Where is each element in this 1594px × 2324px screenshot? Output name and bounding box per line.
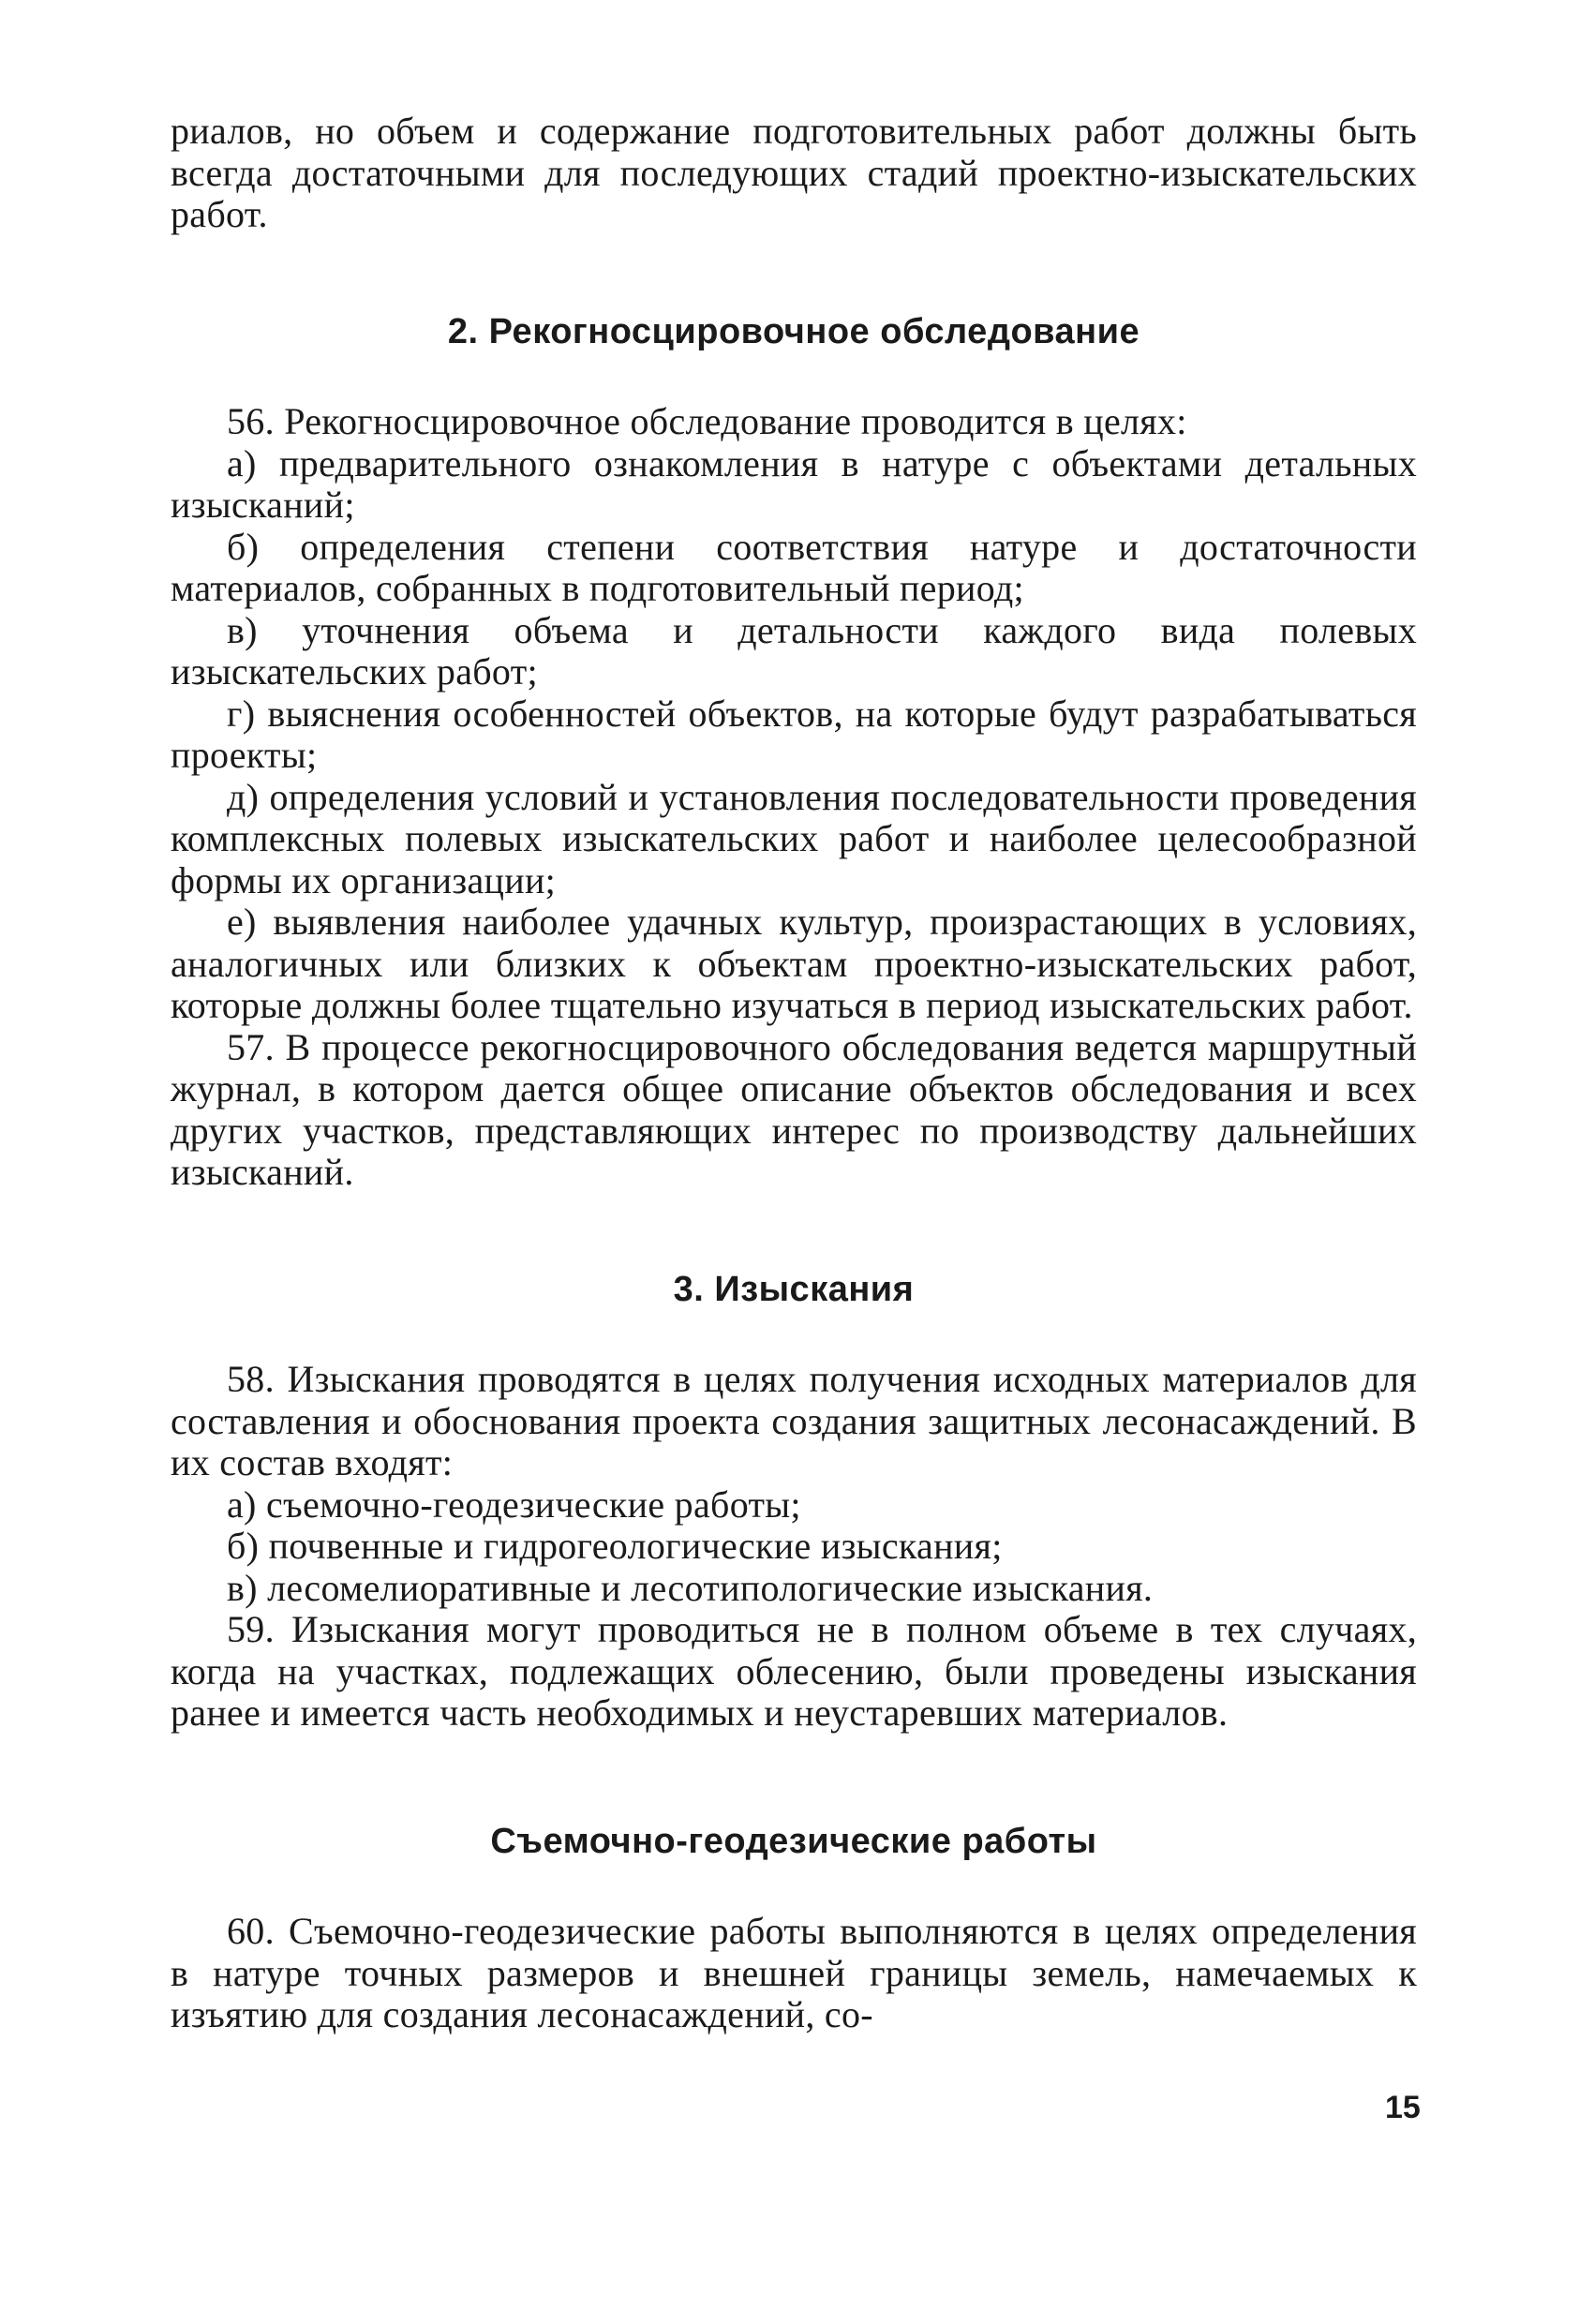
list-item-58b: б) почвенные и гидрогеологические изыскания;	[227, 1525, 1003, 1567]
list-item-56e: д) определения условий и установления последовательности проведения комплексных полевых изыскательских работ и наиболее целесообразной формы их организации;	[171, 775, 1417, 901]
paragraph-57: 57. В процессе рекогносцировочного обследования ведется маршрутный журнал, в котором дается общее описание объектов обследования и всех других участков, представляющих интерес по производству дальнейших изысканий.	[171, 1025, 1417, 1193]
section-heading-surveys: 3. Изыскания	[673, 1269, 915, 1309]
intro-paragraph: риалов, но объем и содержание подготовительных работ должны быть всегда достаточными для последующих стадий проектно-изыскательских работ.	[171, 110, 1417, 235]
list-item-56c: в) уточнения объема и детальности каждого вида полевых изыскательских работ;	[171, 608, 1417, 693]
list-item-58c: в) лесомелиоративные и лесотипологические изыскания.	[227, 1566, 1154, 1609]
paragraph-56: 56. Рекогносцировочное обследование проводится в целях:	[227, 400, 1187, 442]
section-heading-geodetic-works: Съемочно-геодезические работы	[490, 1821, 1097, 1861]
section-heading-reconnaissance: 2. Рекогносцировочное обследование	[447, 311, 1140, 351]
document-page	[171, 111, 1417, 2036]
list-item-56b: б) определения степени соответствия натуре и достаточности материалов, собранных в подготовительный период;	[171, 525, 1417, 609]
page-number: 15	[1385, 2090, 1421, 2125]
paragraph-59: 59. Изыскания могут проводиться не в полном объеме в тех случаях, когда на участках, подлежащих облесению, были проведены изыскания ранее и имеется часть необходимых и неустаревших материалов.	[171, 1608, 1417, 1734]
paragraph-60: 60. Съемочно-геодезические работы выполняются в целях определения в натуре точных размеров и внешней границы земель, намечаемых к изъятию для создания лесонасаждений, со-	[171, 1910, 1417, 2035]
paragraph-58: 58. Изыскания проводятся в целях получения исходных материалов для составления и обоснования проекта создания защитных лесонасаждений. В их состав входят:	[171, 1358, 1417, 1483]
list-item-56a: а) предварительного ознакомления в натуре с объектами детальных изысканий;	[171, 441, 1417, 526]
list-item-56f: е) выявления наиболее удачных культур, произрастающих в условиях, аналогичных или близких к объектам проектно-изыскательских работ, которые должны более тщательно изучаться в период изыскательских работ.	[171, 901, 1417, 1026]
list-item-58a: а) съемочно-геодезические работы;	[227, 1482, 801, 1526]
list-item-56d: г) выяснения особенностей объектов, на которые будут разрабатываться проекты;	[171, 692, 1417, 776]
